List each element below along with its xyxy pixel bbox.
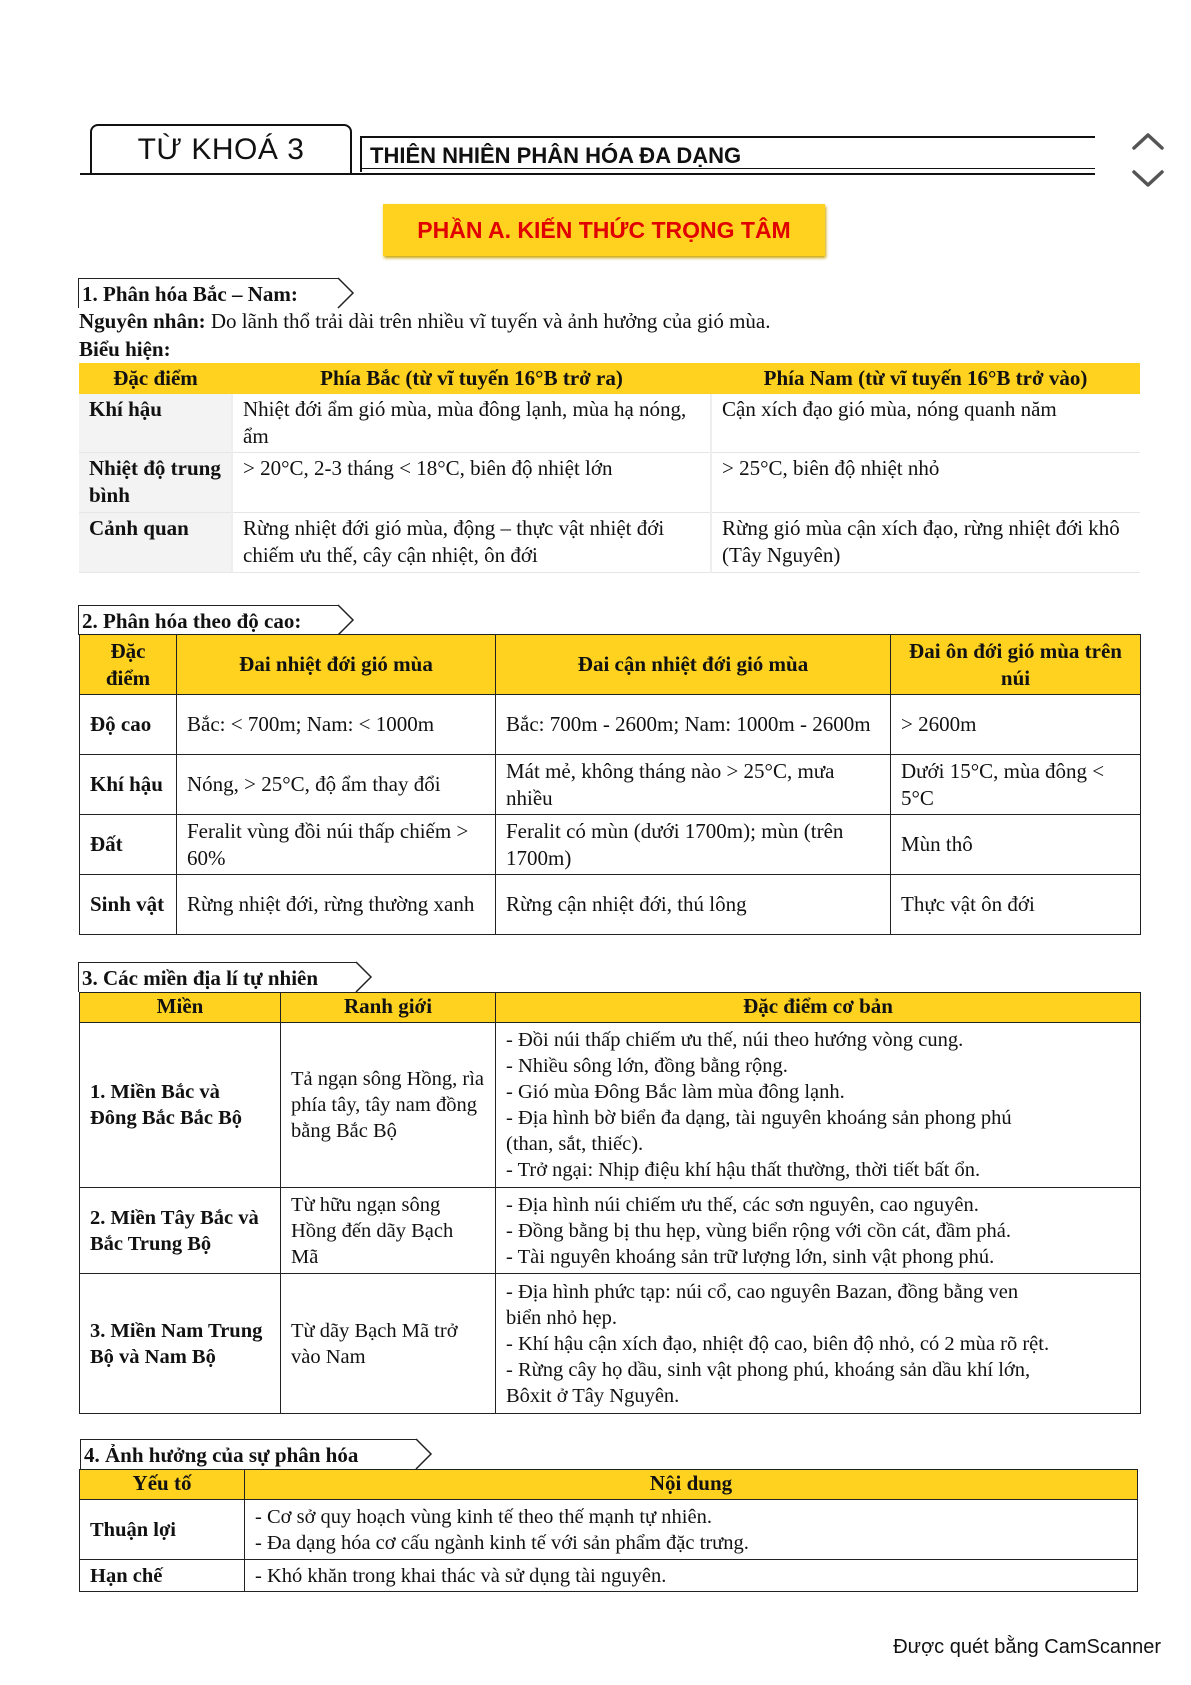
header-divider xyxy=(360,168,1095,169)
topic-title: THIÊN NHIÊN PHÂN HÓA ĐA DẠNG xyxy=(360,136,1095,172)
section3-heading-text: 3. Các miền địa lí tự nhiên xyxy=(82,966,319,990)
row-label: Khí hậu xyxy=(79,394,232,453)
feature-line: - Đồng bằng bị thu hẹp, vùng biển rộng với cồn cát, đầm phá. xyxy=(506,1219,1012,1242)
table-row xyxy=(80,875,1141,935)
region-cell: 1. Miền Bắc và Đông Bắc Bắc Bộ xyxy=(80,1023,281,1188)
factor-cell: Hạn chế xyxy=(80,1560,245,1592)
feature-line: (than, sắt, thiếc). xyxy=(506,1133,644,1155)
table-row xyxy=(80,695,1141,755)
tab-arrow-icon xyxy=(354,961,374,993)
column-header: Đặc điểm cơ bản xyxy=(496,993,1141,1023)
feature-line: - Đồi núi thấp chiếm ưu thế, núi theo hướng vòng cung. xyxy=(506,1029,964,1051)
feature-line: biển nhỏ hẹp. xyxy=(506,1306,618,1329)
region-cell: 2. Miền Tây Bắc và Bắc Trung Bộ xyxy=(80,1188,281,1274)
tropical-cell: Rừng nhiệt đới, rừng thường xanh xyxy=(177,875,496,935)
table-row xyxy=(79,513,1140,573)
table-row xyxy=(80,755,1141,815)
table-header-row xyxy=(80,635,1141,695)
temperate-cell: Dưới 15°C, mùa đông < 5°C xyxy=(891,755,1141,815)
content-line: - Đa dạng hóa cơ cấu ngành kinh tế với sản phẩm đặc trưng. xyxy=(255,1531,749,1554)
table-row xyxy=(79,453,1140,513)
north-cell: Nhiệt đới ẩm gió mùa, mùa đông lạnh, mùa hạ nóng, ẩm xyxy=(232,394,711,453)
content-line: - Khó khăn trong khai thác và sử dụng tài nguyên. xyxy=(255,1564,667,1587)
table-header-row xyxy=(79,363,1140,394)
south-cell: > 25°C, biên độ nhiệt nhỏ xyxy=(711,453,1140,513)
row-label: Nhiệt độ trung bình xyxy=(79,453,232,513)
column-header: Đai nhiệt đới gió mùa xyxy=(177,635,496,695)
section1-cause xyxy=(79,307,1139,335)
section1-heading xyxy=(78,278,338,308)
table-row xyxy=(80,1188,1141,1274)
table-header-row xyxy=(80,993,1141,1023)
keyword-label: TỪ KHOÁ 3 xyxy=(90,124,352,174)
feature-line: Bôxit ở Tây Nguyên. xyxy=(506,1384,680,1407)
feature-line: - Địa hình phức tạp: núi cổ, cao nguyên Bazan, đồng bằng ven xyxy=(506,1280,1019,1303)
section2-heading xyxy=(78,605,338,635)
column-header: Yếu tố xyxy=(80,1470,245,1500)
chevron-down-icon[interactable] xyxy=(1128,166,1168,196)
temperate-cell: Thực vật ôn đới xyxy=(891,875,1141,935)
feature-line: - Khí hậu cận xích đạo, nhiệt độ cao, biên độ nhỏ, có 2 mùa rõ rệt. xyxy=(506,1332,1050,1355)
boundary-cell: Tả ngạn sông Hồng, rìa phía tây, tây nam đồng bằng Bắc Bộ xyxy=(281,1023,496,1188)
feature-line: - Nhiều sông lớn, đồng bằng rộng. xyxy=(506,1055,788,1077)
column-header: Đặc điểm xyxy=(79,363,232,394)
regions-table xyxy=(79,992,1141,1414)
feature-line: - Gió mùa Đông Bắc làm mùa đông lạnh. xyxy=(506,1081,845,1103)
south-cell: Cận xích đạo gió mùa, nóng quanh năm xyxy=(711,394,1140,453)
column-header: Phía Bắc (từ vĩ tuyến 16°B trở ra) xyxy=(232,363,711,394)
scanner-watermark: Được quét bằng CamScanner xyxy=(893,1636,1161,1658)
features-cell xyxy=(496,1023,1141,1188)
altitude-table xyxy=(79,634,1141,935)
tropical-cell: Bắc: < 700m; Nam: < 1000m xyxy=(177,695,496,755)
cause-label: Nguyên nhân: xyxy=(79,309,206,333)
region-cell: 3. Miền Nam Trung Bộ và Nam Bộ xyxy=(80,1274,281,1414)
section4-heading-text: 4. Ảnh hưởng của sự phân hóa xyxy=(84,1443,359,1467)
feature-line: - Địa hình bờ biển đa dạng, tài nguyên khoáng sản phong phú xyxy=(506,1107,1012,1129)
part-banner: PHẦN A. KIẾN THỨC TRỌNG TÂM xyxy=(383,204,825,256)
feature-line: - Rừng cây họ dầu, sinh vật phong phú, khoáng sản dầu khí lớn, xyxy=(506,1358,1031,1381)
north-cell: Rừng nhiệt đới gió mùa, động – thực vật nhiệt đới chiếm ưu thế, cây cận nhiệt, ôn đới xyxy=(232,513,711,573)
boundary-cell: Từ dãy Bạch Mã trở vào Nam xyxy=(281,1274,496,1414)
table-row xyxy=(79,394,1140,453)
tropical-cell: Feralit vùng đồi núi thấp chiếm > 60% xyxy=(177,815,496,875)
column-header: Phía Nam (từ vĩ tuyến 16°B trở vào) xyxy=(711,363,1140,394)
table-row xyxy=(80,1560,1138,1592)
features-cell xyxy=(496,1188,1141,1274)
table-header-row xyxy=(80,1470,1138,1500)
feature-line: - Tài nguyên khoáng sản trữ lượng lớn, sinh vật phong phú. xyxy=(506,1245,995,1268)
subtropical-cell: Bắc: 700m - 2600m; Nam: 1000m - 2600m xyxy=(496,695,891,755)
subtropical-cell: Mát mẻ, không tháng nào > 25°C, mưa nhiều xyxy=(496,755,891,815)
section3-heading xyxy=(78,962,356,992)
tab-arrow-icon xyxy=(414,1438,434,1470)
feature-line: - Trở ngại: Nhịp điệu khí hậu thất thường, thời tiết bất ổn. xyxy=(506,1159,981,1181)
table-row xyxy=(80,1023,1141,1188)
table-row xyxy=(80,1500,1138,1560)
content-cell xyxy=(245,1500,1138,1560)
column-header: Đặc điểm xyxy=(80,635,177,695)
chevron-up-icon[interactable] xyxy=(1128,128,1168,158)
row-label: Cảnh quan xyxy=(79,513,232,573)
features-cell xyxy=(496,1274,1141,1414)
table-row xyxy=(80,815,1141,875)
content-cell xyxy=(245,1560,1138,1592)
factor-cell: Thuận lợi xyxy=(80,1500,245,1560)
row-label: Sinh vật xyxy=(80,875,177,935)
section4-heading xyxy=(80,1439,416,1469)
cause-text: Do lãnh thổ trải dài trên nhiều vĩ tuyến và ảnh hưởng của gió mùa. xyxy=(205,309,771,333)
column-header: Miền xyxy=(80,993,281,1023)
south-cell: Rừng gió mùa cận xích đạo, rừng nhiệt đới khô (Tây Nguyên) xyxy=(711,513,1140,573)
subtropical-cell: Feralit có mùn (dưới 1700m); mùn (trên 1700m) xyxy=(496,815,891,875)
boundary-cell: Từ hữu ngạn sông Hồng đến dãy Bạch Mã xyxy=(281,1188,496,1274)
north-cell: > 20°C, 2-3 tháng < 18°C, biên độ nhiệt lớn xyxy=(232,453,711,513)
row-label: Đất xyxy=(80,815,177,875)
temperate-cell: > 2600m xyxy=(891,695,1141,755)
section2-heading-text: 2. Phân hóa theo độ cao: xyxy=(82,609,302,633)
impact-table xyxy=(79,1469,1138,1592)
section1-heading-text: 1. Phân hóa Bắc – Nam: xyxy=(82,282,298,306)
tab-arrow-icon xyxy=(336,277,356,309)
column-header: Nội dung xyxy=(245,1470,1138,1500)
row-label: Độ cao xyxy=(80,695,177,755)
column-header: Ranh giới xyxy=(281,993,496,1023)
table-row xyxy=(80,1274,1141,1414)
temperate-cell: Mùn thô xyxy=(891,815,1141,875)
tropical-cell: Nóng, > 25°C, độ ẩm thay đổi xyxy=(177,755,496,815)
row-label: Khí hậu xyxy=(80,755,177,815)
tab-arrow-icon xyxy=(336,604,356,636)
feature-line: - Địa hình núi chiếm ưu thế, các sơn nguyên, cao nguyên. xyxy=(506,1193,979,1216)
header-underline xyxy=(80,173,1095,175)
north-south-table xyxy=(79,363,1140,573)
column-header: Đai ôn đới gió mùa trên núi xyxy=(891,635,1141,695)
content-line: - Cơ sở quy hoạch vùng kinh tế theo thế mạnh tự nhiên. xyxy=(255,1505,712,1528)
expression-label: Biểu hiện: xyxy=(79,337,171,361)
column-header: Đai cận nhiệt đới gió mùa xyxy=(496,635,891,695)
subtropical-cell: Rừng cận nhiệt đới, thú lông xyxy=(496,875,891,935)
